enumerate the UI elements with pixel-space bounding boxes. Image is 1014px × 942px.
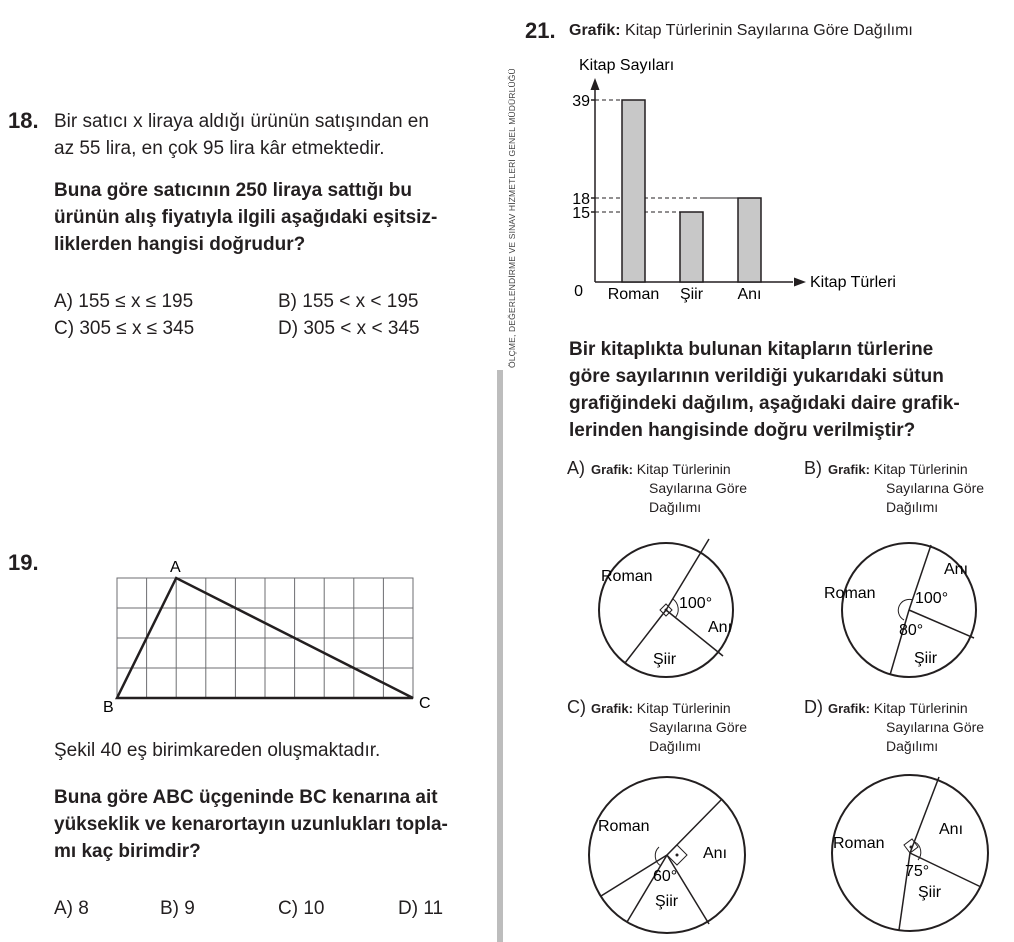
option-c-title — [591, 699, 771, 756]
x-tick-label-0: Roman — [607, 286, 660, 303]
pie-a-roman-label: Roman — [601, 568, 653, 585]
y-axis-label: Kitap Sayıları — [579, 57, 675, 74]
option-b-title-1: Kitap Türlerinin — [873, 461, 968, 477]
question-21-prompt — [569, 336, 960, 444]
q19-statement: Şekil 40 eş birimkareden oluşmaktadır. — [54, 740, 381, 761]
q18-option-a[interactable]: A) 155 ≤ x ≤ 195 — [54, 291, 194, 312]
pie-b — [814, 528, 994, 678]
column-divider — [497, 370, 503, 942]
q18-option-d[interactable]: D) 305 < x < 345 — [278, 318, 420, 339]
y-tick-label-0: 0 — [574, 283, 583, 300]
pie-c-siir-label: Şiir — [655, 893, 679, 910]
option-a-title-prefix: Grafik: — [591, 462, 633, 477]
vertex-c-label: C — [419, 695, 431, 712]
q18-bold-1: Buna göre satıcının 250 liraya sattığı bu — [54, 180, 412, 201]
y-tick-label-1: 15 — [572, 205, 590, 222]
x-axis-label: Kitap Türleri — [810, 274, 896, 291]
pie-a-angle-label: 100° — [679, 595, 713, 612]
question-18-text — [54, 108, 429, 162]
pie-c-ani-label: Anı — [703, 845, 728, 862]
option-c-letter: C) — [567, 697, 586, 717]
y-tick-label-2: 18 — [572, 191, 590, 208]
option-a-title-2: Sayılarına Göre — [649, 480, 748, 496]
chart-title-text: Kitap Türlerinin Sayılarına Göre Dağılımı — [625, 22, 913, 39]
pie-c-roman-label: Roman — [598, 818, 650, 835]
pie-d-roman-label: Roman — [833, 835, 885, 852]
option-b-title-3: Dağılımı — [886, 499, 939, 515]
x-tick-label-2: Anı — [737, 286, 762, 303]
option-d-title-1: Kitap Türlerinin — [873, 700, 968, 716]
q21-bold-4: lerinden hangisinde doğru verilmiştir? — [569, 420, 916, 441]
option-b-title — [828, 460, 1008, 517]
option-d-title-2: Sayılarına Göre — [886, 719, 985, 735]
chart-title-prefix: Grafik: — [569, 22, 621, 39]
option-c-title-1: Kitap Türlerinin — [636, 700, 731, 716]
option-d-title-3: Dağılımı — [886, 738, 939, 754]
pie-b-ani-label: Anı — [944, 561, 969, 578]
q19-option-a[interactable]: A) 8 — [54, 898, 89, 919]
bar-chart — [548, 50, 928, 310]
q19-grid-triangle-figure — [95, 555, 445, 720]
option-d-letter: D) — [804, 697, 823, 717]
x-tick-labels — [608, 286, 762, 303]
option-d-title — [828, 699, 1008, 756]
q21-bold-2: göre sayılarının verildiği yukarıdaki sütun — [569, 366, 944, 387]
question-18-prompt — [54, 177, 437, 258]
vertex-b-label: B — [103, 699, 114, 716]
option-c-title-prefix: Grafik: — [591, 701, 633, 716]
pie-d-ani-label: Anı — [939, 821, 964, 838]
pie-c — [579, 769, 757, 941]
pie-d-angle-label: 75° — [905, 863, 930, 880]
q21-chart-title — [569, 22, 913, 40]
option-b-letter: B) — [804, 458, 822, 478]
q18-option-b[interactable]: B) 155 < x < 195 — [278, 291, 419, 312]
option-a-title-3: Dağılımı — [649, 499, 702, 515]
sidebar-vertical-text: ÖLÇME, DEĞERLENDİRME VE SINAV HİZMETLERİ GENEL MÜDÜRLÜĞÜ — [507, 68, 517, 368]
pie-a-siir-label: Şiir — [653, 651, 677, 668]
q18-line-2: az 55 lira, en çok 95 lira kâr etmektedir. — [54, 138, 385, 159]
q19-bold-2: yükseklik ve kenarortayın uzunlukları topla- — [54, 814, 448, 835]
bar-1 — [680, 212, 703, 282]
option-d-title-prefix: Grafik: — [828, 701, 870, 716]
option-a-title-1: Kitap Türlerinin — [636, 461, 731, 477]
pie-c-angle-label: 60° — [653, 868, 678, 885]
pie-d — [818, 767, 998, 939]
pie-d-siir-label: Şiir — [918, 884, 942, 901]
pie-b-angle-1-label: 100° — [915, 590, 949, 607]
option-a-title — [591, 460, 771, 517]
pie-a — [581, 528, 751, 678]
bar-0 — [622, 100, 645, 282]
option-b-title-prefix: Grafik: — [828, 462, 870, 477]
unit-grid — [117, 578, 413, 698]
bar-2 — [738, 198, 761, 282]
pie-b-roman-label: Roman — [824, 585, 876, 602]
pie-b-angle-2-label: 80° — [899, 622, 924, 639]
option-a-letter: A) — [567, 458, 585, 478]
q18-bold-2: ürünün alış fiyatıyla ilgili aşağıdaki eşitsiz- — [54, 207, 438, 228]
q21-bold-1: Bir kitaplıkta bulunan kitapların türlerine — [569, 339, 934, 360]
option-c-title-3: Dağılımı — [649, 738, 702, 754]
q19-option-c[interactable]: C) 10 — [278, 898, 325, 919]
question-19-number: 19. — [8, 550, 39, 575]
bar-group — [622, 100, 761, 282]
x-axis-arrow — [794, 278, 806, 287]
y-tick-label-3: 39 — [572, 93, 590, 110]
q19-bold-3: mı kaç birimdir? — [54, 841, 201, 862]
x-tick-label-1: Şiir — [679, 286, 704, 303]
question-19-prompt — [54, 784, 448, 865]
pie-b-siir-label: Şiir — [914, 650, 938, 667]
q18-option-c[interactable]: C) 305 ≤ x ≤ 345 — [54, 318, 195, 339]
dashed-guides — [595, 100, 738, 212]
question-18-number: 18. — [8, 108, 39, 133]
q18-line-1: Bir satıcı x liraya aldığı ürünün satışından en — [54, 111, 429, 132]
q18-bold-3: liklerden hangisi doğrudur? — [54, 234, 306, 255]
q19-bold-1: Buna göre ABC üçgeninde BC kenarına ait — [54, 787, 438, 808]
y-axis-arrow — [591, 78, 600, 90]
q19-option-d[interactable]: D) 11 — [398, 898, 444, 919]
y-tick-labels — [572, 93, 595, 300]
q21-bold-3: grafiğindeki dağılım, aşağıdaki daire grafik- — [569, 393, 960, 414]
pie-a-ani-label: Anı — [708, 619, 733, 636]
vertex-a-label: A — [170, 559, 181, 576]
q19-option-b[interactable]: B) 9 — [160, 898, 195, 919]
option-c-title-2: Sayılarına Göre — [649, 719, 748, 735]
option-b-title-2: Sayılarına Göre — [886, 480, 985, 496]
question-21-number: 21. — [525, 18, 556, 43]
